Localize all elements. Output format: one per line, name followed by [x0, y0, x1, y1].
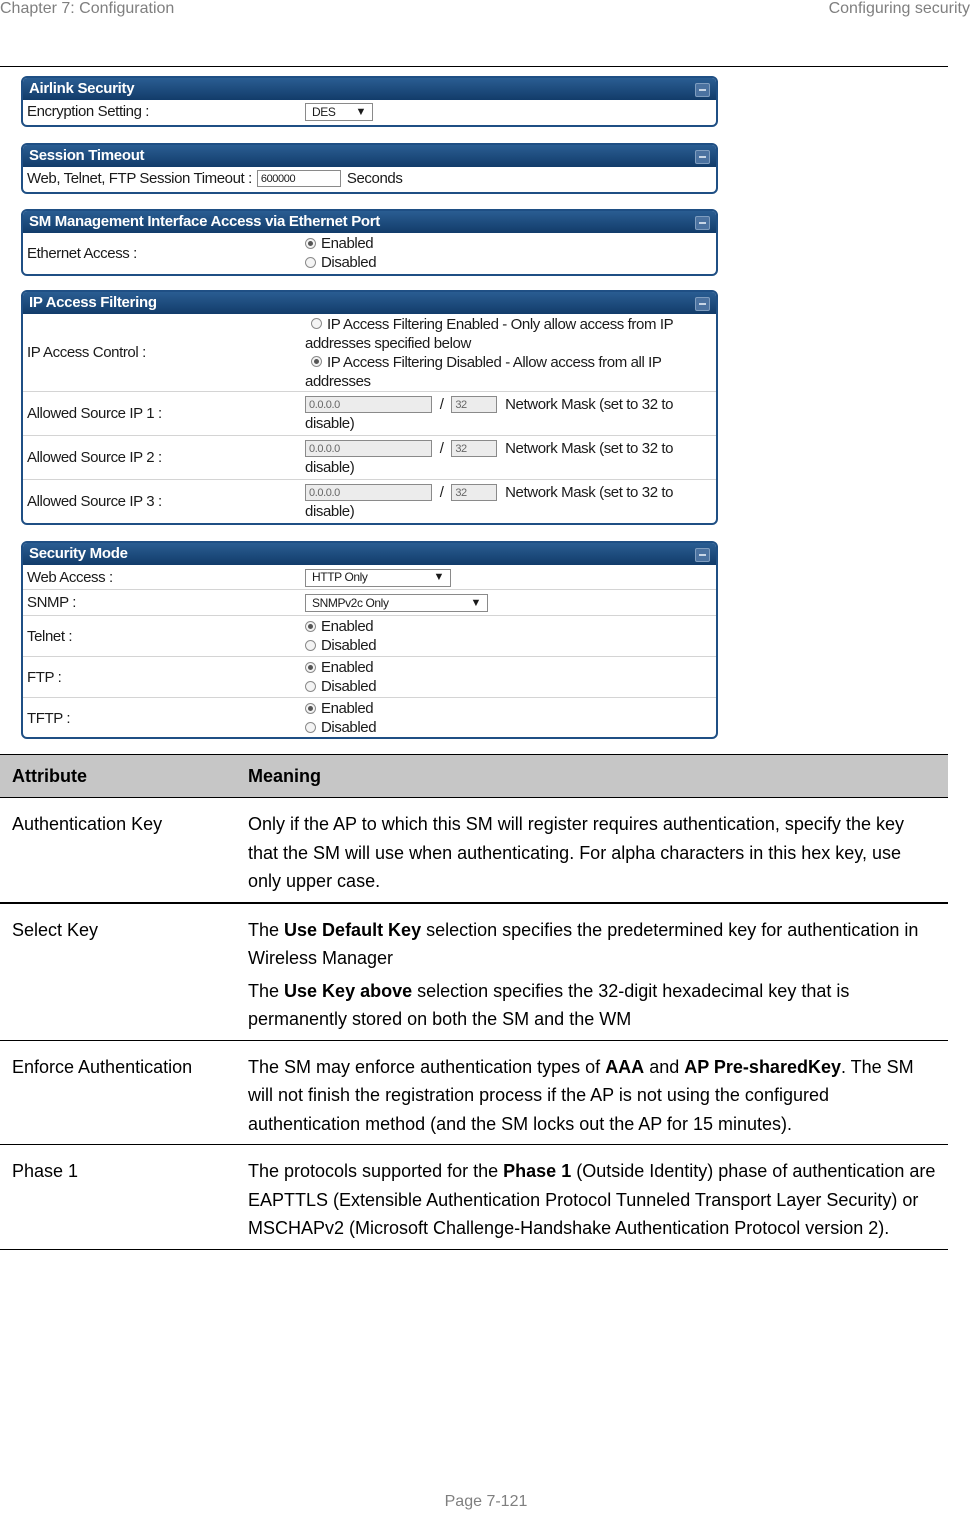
meaning-cell: Only if the AP to which this SM will register requires authentication, specify the key that the SM will use when authenticating. For alpha characters in this hex key, use only upper case.	[236, 798, 948, 903]
ftp-row	[23, 656, 716, 697]
table-row	[0, 1145, 948, 1250]
mask-note: Network Mask (set to 32 to disable)	[305, 483, 674, 520]
ip-access-control-row	[23, 314, 716, 391]
page-number: Page 7-121	[444, 1493, 528, 1510]
radio-icon	[305, 722, 316, 733]
dropdown-arrow-icon: ▼	[470, 596, 481, 609]
timeout-label: Web, Telnet, FTP Session Timeout :	[27, 170, 252, 187]
ftp-enabled-radio[interactable]	[305, 658, 716, 677]
ip-filter-disabled-radio[interactable]	[305, 353, 716, 391]
mask-1-input[interactable]: 32	[451, 396, 497, 413]
radio-label: IP Access Filtering Enabled - Only allow access from IP addresses specified below	[305, 315, 673, 352]
slash-separator: /	[439, 439, 444, 457]
attribute-cell: Enforce Authentication	[0, 1040, 236, 1145]
radio-label: Enabled	[321, 618, 374, 635]
dropdown-arrow-icon: ▼	[355, 105, 366, 118]
mask-2-input[interactable]: 32	[451, 440, 497, 457]
chapter-header: Chapter 7: Configuration	[0, 0, 175, 17]
timeout-unit: Seconds	[346, 170, 403, 187]
panel-header	[23, 543, 716, 565]
telnet-disabled-radio[interactable]	[305, 636, 716, 655]
radio-label: Disabled	[321, 637, 377, 654]
ip-filter-enabled-radio[interactable]	[305, 315, 716, 353]
ip-access-filtering-panel	[21, 290, 718, 525]
panel-header	[23, 78, 716, 100]
table-row	[0, 1040, 948, 1145]
encryption-label: Encryption Setting :	[27, 103, 150, 120]
telnet-row	[23, 615, 716, 656]
panel-title: Session Timeout	[29, 147, 145, 164]
meaning-cell: The protocols supported for the Phase 1 (Outside Identity) phase of authentication are EAPTTLS (Extensible Authentication Protocol Tunneled Transport Layer Security) or MSCHAPv2 (Microsoft Challenge-Handshake Authentication Protocol version 2).	[236, 1145, 948, 1250]
meaning-cell: The SM may enforce authentication types of AAA and AP Pre-sharedKey. The SM will not finish the registration process if the AP is not using the configured authentication method (and the SM locks out the AP for 15 minutes).	[236, 1040, 948, 1145]
slash-separator: /	[439, 483, 444, 501]
allowed-source-ip-3-row	[23, 479, 716, 523]
header-rule	[0, 66, 948, 67]
radio-label: Enabled	[321, 659, 374, 676]
web-access-select[interactable]	[305, 569, 451, 587]
meaning-paragraph: The Use Default Key selection specifies the predetermined key for authentication in Wireless Manager	[248, 919, 919, 968]
section-header: Configuring security	[828, 0, 970, 17]
panel-title: SM Management Interface Access via Ethernet Port	[29, 213, 380, 230]
radio-label: IP Access Filtering Disabled - Allow access from all IP addresses	[305, 353, 662, 390]
mask-note: Network Mask (set to 32 to disable)	[305, 439, 674, 476]
radio-selected-icon	[305, 238, 316, 249]
radio-selected-icon	[305, 621, 316, 632]
security-mode-panel	[21, 541, 718, 739]
ethernet-access-row	[23, 233, 716, 273]
panel-header	[23, 145, 716, 167]
table-header-row	[0, 755, 948, 798]
ip-1-input[interactable]: 0.0.0.0	[305, 396, 432, 413]
collapse-icon[interactable]	[695, 150, 710, 164]
snmp-value: SNMPv2c Only	[312, 595, 389, 610]
allowed-source-ip-3-label: Allowed Source IP 3 :	[27, 493, 162, 510]
ethernet-disabled-radio[interactable]	[305, 253, 716, 272]
ip-2-input[interactable]: 0.0.0.0	[305, 440, 432, 457]
ip-access-control-label: IP Access Control :	[27, 344, 146, 361]
radio-selected-icon	[305, 703, 316, 714]
tftp-disabled-radio[interactable]	[305, 718, 716, 737]
meaning-paragraph: The Use Key above selection specifies the 32-digit hexadecimal key that is permanently stored on both the SM and the WM	[248, 980, 850, 1029]
panel-title: Security Mode	[29, 545, 128, 562]
meaning-column-header: Meaning	[236, 755, 948, 798]
attribute-column-header: Attribute	[0, 755, 236, 798]
collapse-icon[interactable]	[695, 216, 710, 230]
web-access-value: HTTP Only	[312, 570, 368, 585]
telnet-label: Telnet :	[27, 627, 73, 645]
ftp-label: FTP :	[27, 668, 62, 686]
meaning-cell	[236, 903, 948, 1041]
table-row	[0, 903, 948, 1041]
radio-label: Disabled	[321, 678, 377, 695]
snmp-row	[23, 589, 716, 615]
radio-label: Disabled	[321, 719, 377, 736]
mask-3-input[interactable]: 32	[451, 484, 497, 501]
panel-header	[23, 292, 716, 314]
ethernet-access-label: Ethernet Access :	[27, 244, 137, 262]
timeout-row	[23, 167, 716, 190]
ftp-disabled-radio[interactable]	[305, 677, 716, 696]
attribute-cell: Authentication Key	[0, 798, 236, 903]
radio-label: Disabled	[321, 254, 377, 271]
timeout-input[interactable]: 600000	[257, 170, 341, 187]
allowed-source-ip-2-row	[23, 435, 716, 479]
slash-separator: /	[439, 395, 444, 413]
snmp-label: SNMP :	[27, 594, 77, 611]
sm-management-panel	[21, 209, 718, 276]
ip-3-input[interactable]: 0.0.0.0	[305, 484, 432, 501]
ethernet-enabled-radio[interactable]	[305, 234, 716, 253]
attribute-cell: Select Key	[0, 903, 236, 1041]
radio-icon	[305, 640, 316, 651]
mask-note: Network Mask (set to 32 to disable)	[305, 395, 674, 432]
collapse-icon[interactable]	[695, 83, 710, 97]
radio-selected-icon	[305, 662, 316, 673]
tftp-label: TFTP :	[27, 709, 71, 727]
allowed-source-ip-1-label: Allowed Source IP 1 :	[27, 405, 162, 422]
encryption-select[interactable]	[305, 103, 373, 121]
radio-icon	[305, 681, 316, 692]
attribute-table	[0, 754, 948, 1250]
radio-selected-icon	[311, 356, 322, 367]
allowed-source-ip-2-label: Allowed Source IP 2 :	[27, 449, 162, 466]
airlink-security-panel	[21, 76, 718, 127]
web-access-row	[23, 565, 716, 589]
session-timeout-panel	[21, 143, 718, 194]
radio-icon	[305, 257, 316, 268]
radio-icon	[311, 318, 322, 329]
table-row	[0, 798, 948, 903]
panel-title: IP Access Filtering	[29, 294, 157, 311]
attribute-cell: Phase 1	[0, 1145, 236, 1250]
tftp-enabled-radio[interactable]	[305, 699, 716, 718]
collapse-icon[interactable]	[695, 548, 710, 562]
radio-label: Enabled	[321, 700, 374, 717]
dropdown-arrow-icon: ▼	[433, 571, 444, 584]
panel-header	[23, 211, 716, 233]
encryption-row	[23, 100, 716, 123]
telnet-enabled-radio[interactable]	[305, 617, 716, 636]
allowed-source-ip-1-row	[23, 391, 716, 435]
encryption-value: DES	[312, 104, 336, 119]
web-access-label: Web Access :	[27, 568, 113, 586]
snmp-select[interactable]	[305, 594, 488, 612]
tftp-row	[23, 697, 716, 738]
panel-title: Airlink Security	[29, 80, 135, 97]
radio-label: Enabled	[321, 235, 374, 252]
collapse-icon[interactable]	[695, 297, 710, 311]
